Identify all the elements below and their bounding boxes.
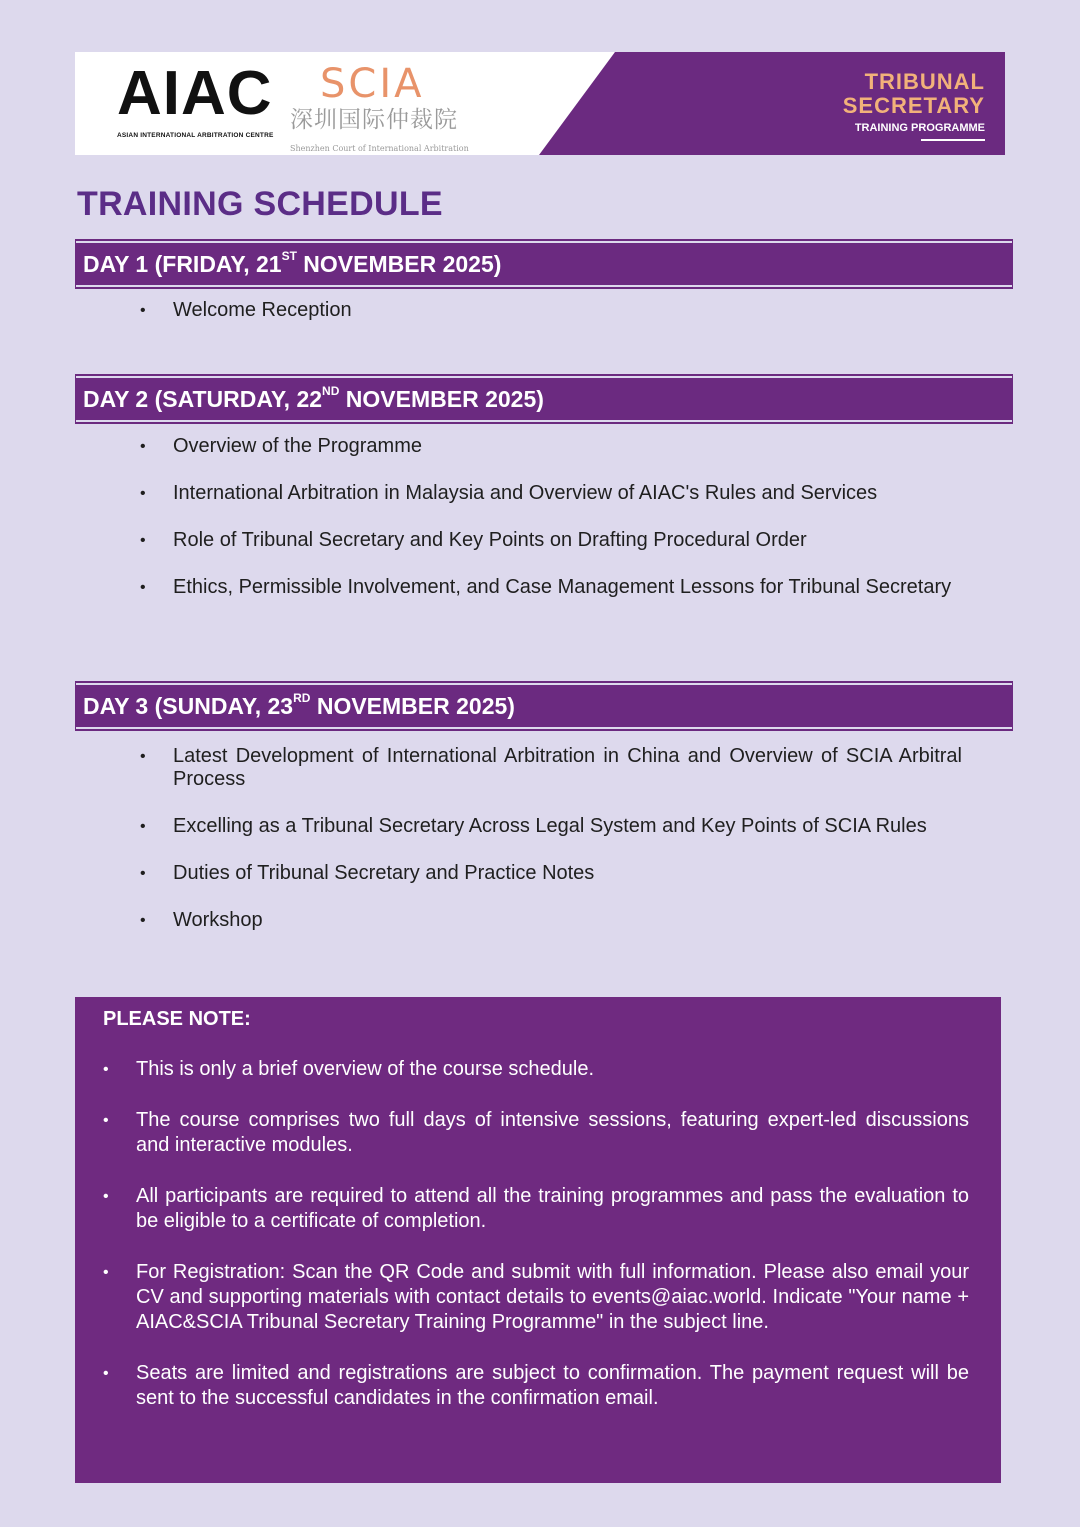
programme-underline bbox=[921, 139, 985, 141]
programme-title-line2: SECRETARY bbox=[842, 93, 985, 118]
list-item: • The course comprises two full days of intensive sessions, featuring expert-led discussions and interactive modules. bbox=[103, 1108, 969, 1158]
list-item: • For Registration: Scan the QR Code and submit with full information. Please also email your CV and supporting materials with contact details to events@aiac.world. Indicate "Your name + AIAC&SCIA Tribunal Secretary Training Programme" in the subject line. bbox=[103, 1260, 969, 1335]
day-3-header bbox=[75, 685, 1013, 727]
list-item: • Ethics, Permissible Involvement, and Case Management Lessons for Tribunal Secretary bbox=[140, 576, 962, 599]
aiac-logo-text: AIAC bbox=[117, 59, 273, 128]
day-2-list bbox=[140, 435, 962, 599]
scia-chinese-name: 深圳国际仲裁院 bbox=[290, 107, 458, 133]
please-note-box bbox=[75, 997, 1001, 1483]
programme-title bbox=[843, 70, 985, 118]
day-2-header-prefix: DAY 2 (SATURDAY, 22 bbox=[83, 386, 323, 412]
list-item: • Role of Tribunal Secretary and Key Points on Drafting Procedural Order bbox=[140, 529, 962, 552]
day-2-header-ordinal: ND bbox=[322, 384, 340, 399]
programme-subtitle: TRAINING PROGRAMME bbox=[854, 122, 985, 134]
programme-title-line1: TRIBUNAL bbox=[864, 69, 985, 94]
list-item: • This is only a brief overview of the course schedule. bbox=[103, 1057, 969, 1082]
list-item: • Overview of the Programme bbox=[140, 435, 962, 458]
scia-logo-text: SCIA bbox=[320, 61, 425, 107]
day-2-header bbox=[75, 378, 1013, 420]
scia-english-name: Shenzhen Court of International Arbitration bbox=[290, 144, 469, 153]
day-1-header-prefix: DAY 1 (FRIDAY, 21 bbox=[83, 251, 282, 277]
day-1-header-rest: NOVEMBER 2025) bbox=[296, 251, 502, 277]
list-item: • All participants are required to attend all the training programmes and pass the evaluation to be eligible to a certificate of completion. bbox=[103, 1184, 969, 1234]
day-1-header bbox=[75, 243, 1013, 285]
list-item: • Welcome Reception bbox=[140, 299, 962, 322]
day-3-header-rest: NOVEMBER 2025) bbox=[310, 693, 515, 719]
list-item: • Workshop bbox=[140, 909, 962, 932]
aiac-logo bbox=[117, 59, 274, 142]
list-item: • Excelling as a Tribunal Secretary Across Legal System and Key Points of SCIA Rules bbox=[140, 815, 962, 838]
aiac-logo-subtitle: ASIAN INTERNATIONAL ARBITRATION CENTRE bbox=[117, 132, 274, 139]
list-item: • Latest Development of International Arbitration in China and Overview of SCIA Arbitral Process bbox=[140, 745, 962, 791]
list-item: • Duties of Tribunal Secretary and Practice Notes bbox=[140, 862, 962, 885]
day-3-header-ordinal: RD bbox=[293, 691, 311, 706]
list-item: • Seats are limited and registrations are subject to confirmation. The payment request will be sent to the successful candidates in the confirmation email. bbox=[103, 1361, 969, 1411]
day-2-header-rest: NOVEMBER 2025) bbox=[339, 386, 544, 412]
scia-logo bbox=[290, 61, 470, 153]
day-1-header-ordinal: ST bbox=[281, 249, 297, 264]
day-3-header-prefix: DAY 3 (SUNDAY, 23 bbox=[83, 693, 294, 719]
day-3-list bbox=[140, 745, 962, 932]
header-banner bbox=[75, 52, 1005, 155]
please-note-title: PLEASE NOTE: bbox=[103, 1008, 251, 1030]
list-item: • International Arbitration in Malaysia and Overview of AIAC's Rules and Services bbox=[140, 482, 962, 505]
please-note-list bbox=[103, 1057, 969, 1437]
page-title: TRAINING SCHEDULE bbox=[77, 185, 443, 223]
day-1-list bbox=[140, 299, 962, 322]
